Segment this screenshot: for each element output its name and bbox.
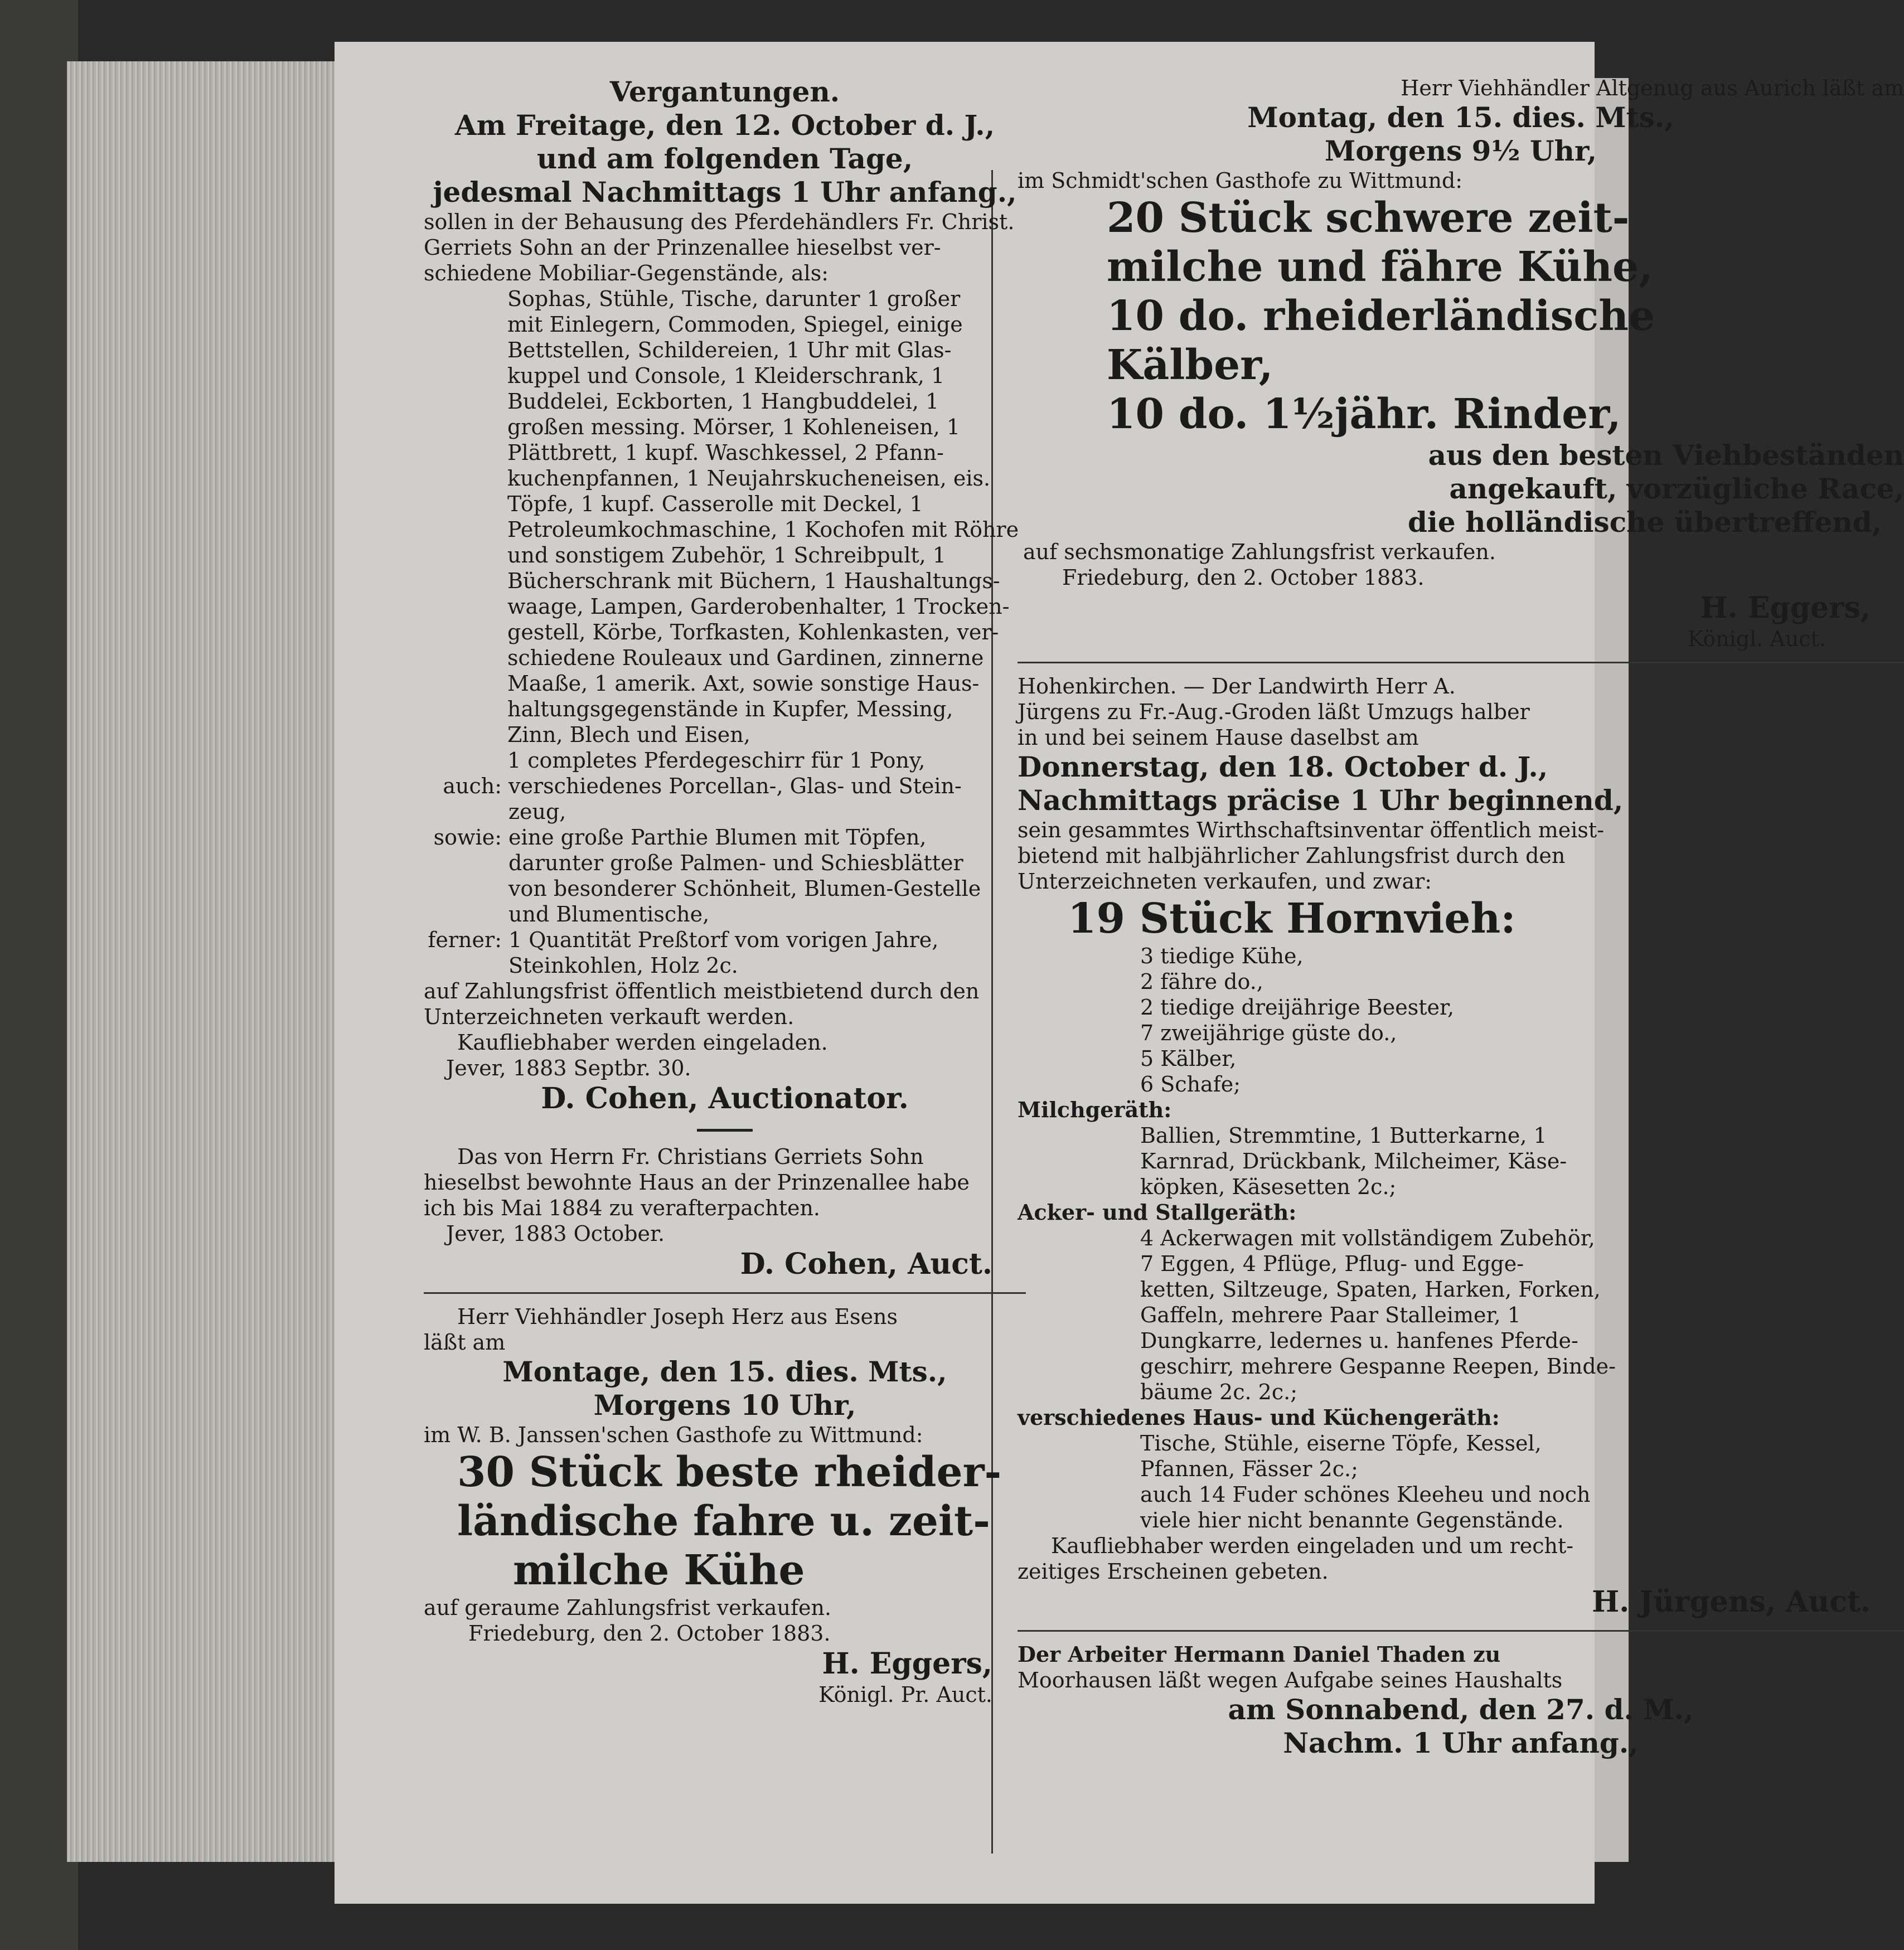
page-stack-edge [67, 61, 335, 1862]
list-item: schiedene Rouleaux und Gardinen, zinnerne [507, 646, 984, 670]
list-item: köpken, Käsesetten 2c.; [1140, 1175, 1397, 1199]
list-item: auch 14 Fuder schönes Kleeheu und noch [1140, 1482, 1591, 1507]
ad-text-line: im Schmidt'schen Gasthofe zu Wittmund: [1018, 168, 1463, 193]
ad-text-line: läßt am [424, 1330, 506, 1355]
list-item: 2 fähre do., [1140, 969, 1263, 994]
ad-text-line: zeitiges Erscheinen gebeten. [1018, 1559, 1329, 1584]
list-item: Sophas, Stühle, Tische, darunter 1 großer [507, 287, 961, 311]
ad-text-line: hieselbst bewohnte Haus an der Prinzenallee habe [424, 1170, 970, 1195]
headline-line: 20 Stück schwere zeit- [1107, 194, 1630, 242]
ad-text-line: in und bei seinem Hause daselbst am [1018, 725, 1419, 750]
row-label: sowie: [433, 825, 502, 850]
auction-date-line: Donnerstag, den 18. October d. J., [1018, 750, 1548, 783]
dateline: Friedeburg, den 2. October 1883. [468, 1621, 831, 1646]
dateline: Friedeburg, den 2. October 1883. [1062, 565, 1425, 590]
list-item: 6 Schafe; [1140, 1072, 1241, 1097]
list-item: 1 completes Pferdegeschirr für 1 Pony, [507, 748, 926, 773]
ad-text-line: auf Zahlungsfrist öffentlich meistbietend durch den [424, 979, 980, 1003]
ad-text-line: Unterzeichneten verkauft werden. [424, 1005, 794, 1029]
list-item: waage, Lampen, Garderobenhalter, 1 Trocken- [507, 594, 1010, 619]
ad-text-line: Der Arbeiter Hermann Daniel Thaden zu [1018, 1642, 1501, 1667]
newspaper-page [335, 42, 1904, 1904]
cattle-list [1018, 943, 1904, 1097]
ad-separator [1018, 662, 1904, 663]
signature: D. Cohen, Auctionator. [541, 1081, 909, 1115]
headline-line: 10 do. 1½jähr. Rinder, [1107, 390, 1621, 438]
ad-text-line: Kaufliebhaber werden eingeladen. [457, 1030, 828, 1055]
dateline: Jever, 1883 October. [446, 1221, 665, 1246]
subheading-line: die holländische übertreffend, [1407, 506, 1882, 539]
auction-time-line: Nachmittags präcise 1 Uhr beginnend, [1018, 784, 1624, 817]
ad-text-line: im W. B. Janssen'schen Gasthofe zu Wittmund: [424, 1423, 923, 1447]
left-column [424, 75, 1026, 1708]
category-label: verschiedenes Haus- und Küchengeräth: [1018, 1405, 1500, 1430]
list-item: und Blumentische, [508, 902, 710, 927]
list-item: 4 Ackerwagen mit vollständigem Zubehör, [1140, 1226, 1595, 1250]
list-item: ketten, Siltzeuge, Spaten, Harken, Forken, [1140, 1277, 1601, 1302]
ad-text-line: auf sechsmonatige Zahlungsfrist verkaufen. [1023, 540, 1496, 564]
list-item: großen messing. Mörser, 1 Kohleneisen, 1 [507, 415, 961, 439]
ad-text-line: Unterzeichneten verkaufen, und zwar: [1018, 869, 1432, 894]
list-item: gestell, Körbe, Torfkasten, Kohlenkasten, ver- [507, 620, 999, 644]
row-label: auch: [443, 774, 502, 798]
ad-text-line: Hohenkirchen. — Der Landwirth Herr A. [1018, 674, 1456, 698]
auch-row [424, 773, 1026, 824]
auction-date-line: am Sonnabend, den 27. d. M., [1228, 1693, 1694, 1726]
list-item: kuchenpfannen, 1 Neujahrskucheneisen, eis. [507, 466, 991, 491]
headline-line: Kälber, [1107, 341, 1273, 389]
subheading-line: angekauft, vorzügliche Race, [1449, 472, 1904, 505]
ad-text-line: ich bis Mai 1884 zu verafterpachten. [424, 1196, 821, 1220]
signature: H. Eggers, [822, 1647, 992, 1681]
list-item: bäume 2c. 2c.; [1140, 1380, 1298, 1404]
list-item: Töpfe, 1 kupf. Casserolle mit Deckel, 1 [507, 492, 923, 516]
ad-separator [1018, 1630, 1904, 1632]
headline-line: 10 do. rheiderländische [1107, 292, 1655, 340]
list-item: verschiedenes Porcellan-, Glas- und Stein- [508, 774, 962, 798]
auction-date-line: Montage, den 15. dies. Mts., [502, 1355, 947, 1388]
auction-date-line: und am folgenden Tage, [536, 142, 913, 175]
list-item: darunter große Palmen- und Schiesblätter [508, 851, 963, 875]
sowie-row [424, 824, 1026, 927]
list-item: von besonderer Schönheit, Blumen-Gestelle [508, 876, 981, 901]
list-item: 5 Kälber, [1140, 1046, 1237, 1071]
list-item: kuppel und Console, 1 Kleiderschrank, 1 [507, 363, 945, 388]
subheading-line: aus den besten Viehbeständen [1428, 439, 1904, 472]
category-label: Milchgeräth: [1018, 1097, 1172, 1122]
ad-text-line: Gerriets Sohn an der Prinzenallee hieselbst ver- [424, 235, 941, 260]
list-item: 7 Eggen, 4 Pflüge, Pflug- und Egge- [1140, 1252, 1524, 1276]
headline-line: 30 Stück beste rheider- [457, 1448, 1002, 1496]
list-item: haltungsgegenstände in Kupfer, Messing, [507, 697, 953, 721]
list-item: eine große Parthie Blumen mit Töpfen, [508, 825, 927, 850]
list-item: Zinn, Blech und Eisen, [507, 722, 750, 747]
list-item: Gaffeln, mehrere Paar Stalleimer, 1 [1140, 1303, 1521, 1327]
haus-list [1018, 1430, 1904, 1533]
list-item: 1 Quantität Preßtorf vom vorigen Jahre, [508, 928, 939, 952]
list-item: 7 zweijährige güste do., [1140, 1021, 1397, 1045]
ad-text-line: auf geraume Zahlungsfrist verkaufen. [424, 1595, 832, 1620]
list-item: 2 tiedige dreijährige Beester, [1140, 995, 1455, 1020]
list-item: Bettstellen, Schildereien, 1 Uhr mit Glas- [507, 338, 952, 362]
list-item: 3 tiedige Kühe, [1140, 944, 1304, 968]
auction-time-line: jedesmal Nachmittags 1 Uhr anfang., [433, 176, 1017, 208]
headline-line: milche Kühe [513, 1546, 805, 1594]
signature: H. Eggers, [1700, 591, 1871, 625]
headline-line: 19 Stück Hornvieh: [1068, 895, 1516, 943]
row-label: ferner: [428, 928, 502, 952]
list-item: Karnrad, Drückbank, Milcheimer, Käse- [1140, 1149, 1567, 1173]
signature-title: Königl. Pr. Auct. [818, 1682, 992, 1707]
ad-text-line: Moorhausen läßt wegen Aufgabe seines Haushalts [1018, 1668, 1563, 1692]
milch-list [1018, 1123, 1904, 1200]
list-item: Plättbrett, 1 kupf. Waschkessel, 2 Pfann- [507, 440, 944, 465]
list-item: Bücherschrank mit Büchern, 1 Haushaltungs- [507, 569, 1000, 593]
auction-date-line: Montag, den 15. dies. Mts., [1247, 101, 1674, 134]
acker-list [1018, 1225, 1904, 1405]
list-item: Maaße, 1 amerik. Axt, sowie sonstige Haus- [507, 671, 980, 696]
list-item: mit Einlegern, Commoden, Spiegel, einige [507, 312, 963, 337]
dateline: Jever, 1883 Septbr. 30. [446, 1056, 691, 1080]
list-item: viele hier nicht benannte Gegenstände. [1140, 1508, 1564, 1532]
right-column [1018, 75, 1904, 1760]
ad-text-line: bietend mit halbjährlicher Zahlungsfrist durch den [1018, 843, 1566, 868]
ad-separator [424, 1292, 1026, 1294]
signature-title: Königl. Auct. [1687, 627, 1826, 651]
list-item: Buddelei, Eckborten, 1 Hangbuddelei, 1 [507, 389, 939, 414]
section-heading: Vergantungen. [609, 75, 840, 108]
list-item: und sonstigem Zubehör, 1 Schreibpult, 1 [507, 543, 946, 567]
list-item: Petroleumkochmaschine, 1 Kochofen mit Röhre [507, 517, 1019, 542]
list-item: Pfannen, Fässer 2c.; [1140, 1457, 1358, 1481]
ad-text-line: Kaufliebhaber werden eingeladen und um recht- [1051, 1534, 1574, 1558]
auction-date-line: Am Freitage, den 12. October d. J., [454, 109, 995, 142]
ad-text-line: Jürgens zu Fr.-Aug.-Groden läßt Umzugs halber [1018, 700, 1530, 724]
headline-line: ländische fahre u. zeit- [457, 1497, 990, 1545]
ad-text-line: sein gesammtes Wirthschaftsinventar öffentlich meist- [1018, 818, 1605, 842]
list-item: geschirr, mehrere Gespanne Reepen, Binde- [1140, 1354, 1616, 1379]
auction-time-line: Nachm. 1 Uhr anfang., [1283, 1726, 1639, 1759]
category-label: Acker- und Stallgeräth: [1018, 1200, 1297, 1225]
list-item: zeug, [508, 799, 566, 824]
list-item: Steinkohlen, Holz 2c. [508, 953, 738, 978]
book-spine-edge [0, 0, 78, 1950]
ad-text-line: sollen in der Behausung des Pferdehändlers Fr. Christ. [424, 210, 1015, 234]
auction-time-line: Morgens 10 Uhr, [593, 1389, 856, 1422]
short-separator [697, 1129, 753, 1132]
ad-text-line: Herr Viehhändler Joseph Herz aus Esens [457, 1304, 898, 1329]
ferner-row [424, 927, 1026, 978]
signature: D. Cohen, Auct. [740, 1247, 992, 1281]
list-item: Tische, Stühle, eiserne Töpfe, Kessel, [1140, 1431, 1542, 1456]
signature: H. Jürgens, Auct. [1592, 1585, 1871, 1619]
list-item: Dungkarre, ledernes u. hanfenes Pferde- [1140, 1328, 1578, 1353]
item-list [424, 286, 1026, 773]
headline-line: milche und fähre Kühe, [1107, 243, 1653, 291]
list-item: Ballien, Stremmtine, 1 Butterkarne, 1 [1140, 1123, 1547, 1148]
auction-time-line: Morgens 9½ Uhr, [1324, 134, 1597, 167]
ad-text-line: Das von Herrn Fr. Christians Gerriets Sohn [457, 1144, 924, 1169]
ad-text-line: Herr Viehhändler Altgenug aus Aurich läßt am [1401, 76, 1904, 100]
ad-text-line: schiedene Mobiliar-Gegenstände, als: [424, 261, 829, 285]
